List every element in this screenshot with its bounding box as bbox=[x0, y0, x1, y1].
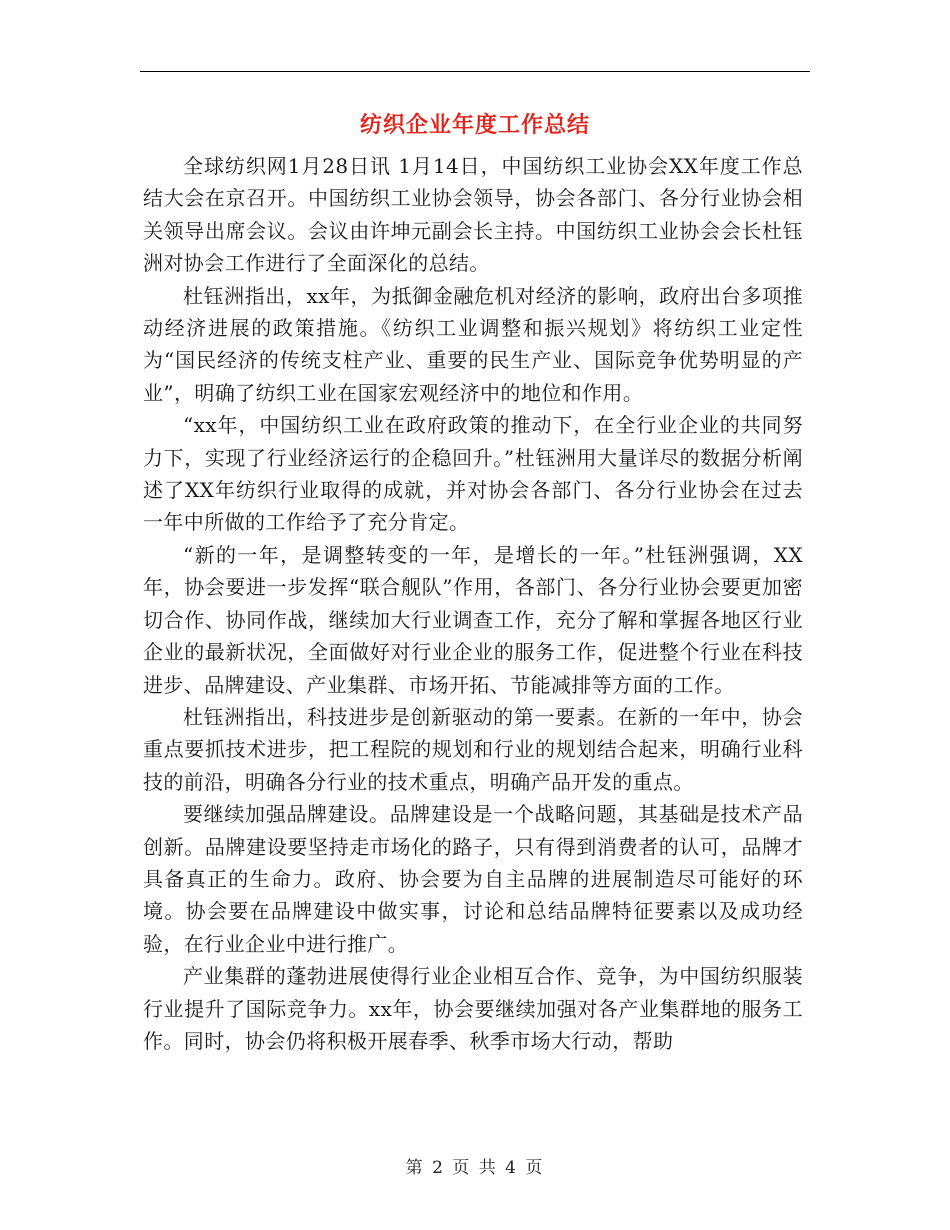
paragraph-2: 杜钰洲指出，xx年，为抵御金融危机对经济的影响，政府出台多项推动经济进展的政策措施。《纺织工业调整和振兴规划》将纺织工业定性为“国民经济的传统支柱产业、重要的民生产业、国际竞争优势明显的产业”，明确了纺织工业在国家宏观经济中的地位和作用。 bbox=[143, 283, 803, 405]
document-title: 纺织企业年度工作总结 bbox=[359, 112, 590, 138]
page-number-footer: 第 2 页 共 4 页 bbox=[405, 1158, 545, 1178]
paragraph-7: 产业集群的蓬勃进展使得行业企业相互合作、竞争，为中国纺织服装行业提升了国际竞争力。xx年，协会要继续加强对各产业集群地的服务工作。同时，协会仍将积极开展春季、秋季市场大行动，帮助 bbox=[143, 964, 803, 1053]
paragraph-3: “xx年，中国纺织工业在政府政策的推动下，在全行业企业的共同努力下，实现了行业经济运行的企稳回升。”杜钰洲用大量详尽的数据分析阐述了XX年纺织行业取得的成就，并对协会各部门、各分行业协会在过去一年中所做的工作给予了充分肯定。 bbox=[143, 413, 803, 535]
document-body bbox=[143, 150, 803, 1057]
paragraph-5: 杜钰洲指出，科技进步是创新驱动的第一要素。在新的一年中，协会重点要抓技术进步，把工程院的规划和行业的规划结合起来，明确行业科技的前沿，明确各分行业的技术重点，明确产品开发的重点。 bbox=[143, 704, 803, 794]
header-rule bbox=[140, 71, 810, 72]
paragraph-6: 要继续加强品牌建设。品牌建设是一个战略问题，其基础是技术产品创新。品牌建设要坚持走市场化的路子，只有得到消费者的认可，品牌才具备真正的生命力。政府、协会要为自主品牌的进展制造尽可能好的环境。协会要在品牌建设中做实事，讨论和总结品牌特征要素以及成功经验，在行业企业中进行推广。 bbox=[143, 802, 803, 956]
paragraph-1: 全球纺织网1月28日讯 1月14日，中国纺织工业协会XX年度工作总结大会在京召开。中国纺织工业协会领导，协会各部门、各分行业协会相关领导出席会议。会议由许坤元副会长主持。中国纺织工业协会会长杜钰洲对协会工作进行了全面深化的总结。 bbox=[143, 154, 803, 276]
paragraph-4: “新的一年，是调整转变的一年，是增长的一年。”杜钰洲强调，XX年，协会要进一步发挥“联合舰队”作用，各部门、各分行业协会要更加密切合作、协同作战，继续加大行业调查工作，充分了解和掌握各地区行业企业的最新状况，全面做好对行业企业的服务工作，促进整个行业在科技进步、品牌建设、产业集群、市场开拓、节能减排等方面的工作。 bbox=[143, 542, 803, 697]
